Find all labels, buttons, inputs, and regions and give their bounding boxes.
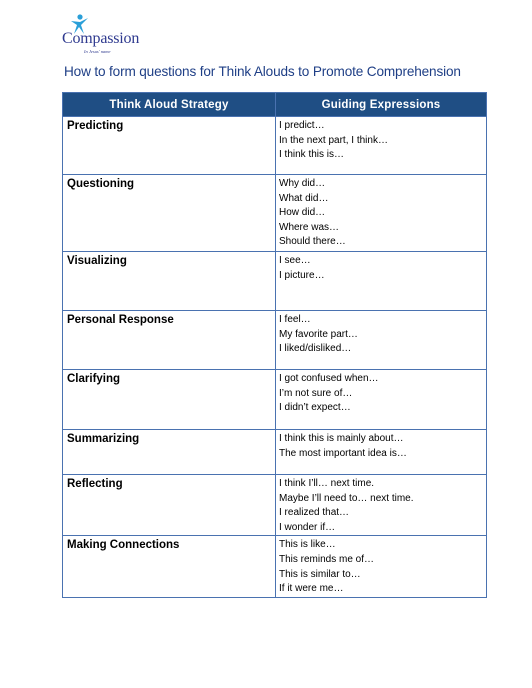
expression-line: This is similar to… [279,568,361,580]
table-row [63,252,487,311]
expression-line: I think this is… [279,149,345,161]
expressions-cell [276,252,487,311]
expression-line: I didn’t expect… [279,402,351,414]
expression-line: I predict… [279,120,325,131]
strategy-cell: Predicting [63,117,276,175]
expression-line: I got confused when… [279,373,379,384]
expression-line: What did… [279,192,329,204]
expression-line: In the next part, I think… [279,134,388,146]
expression-line: This reminds me of… [279,553,375,565]
page-title: How to form questions for Think Alouds to Promote Comprehension [64,64,461,79]
expression-line: I’m not sure of… [279,387,353,399]
expression-line: Should there… [279,236,346,248]
strategy-cell: Questioning [63,175,276,252]
table-row [63,536,487,597]
table-row [63,117,487,175]
table-row [63,311,487,370]
header-expressions: Guiding Expressions [276,93,487,117]
table-row [63,475,487,536]
expression-line: I see… [279,255,311,266]
expression-line: Why did… [279,178,326,189]
expression-line: Where was… [279,221,340,233]
table-row [63,430,487,475]
compassion-logo [62,14,152,54]
expressions-cell [276,475,487,536]
strategy-table [62,92,487,598]
strategy-cell: Summarizing [63,430,276,475]
expressions-cell [276,117,487,175]
expression-line: I think I’ll… next time. [279,478,375,489]
table-row [63,370,487,430]
expression-line: I realized that… [279,507,350,519]
table-row [63,175,487,252]
expressions-cell [276,430,487,475]
strategy-cell: Making Connections [63,536,276,597]
expression-line: The most important idea is… [279,447,407,459]
strategy-cell: Clarifying [63,370,276,430]
expression-line: I think this is mainly about… [279,433,404,444]
expression-line: I feel… [279,314,311,325]
expression-line: If it were me… [279,583,344,595]
logo-wordmark: Compassion [62,30,140,47]
table-header-row [63,93,487,117]
expression-line: How did… [279,207,326,219]
expressions-cell [276,175,487,252]
strategy-cell: Reflecting [63,475,276,536]
strategy-cell: Personal Response [63,311,276,370]
expression-line: This is like… [279,539,336,551]
logo-tagline: In Jesus' name [84,49,111,54]
expression-line: My favorite part… [279,328,358,340]
expressions-cell [276,311,487,370]
expression-line: I picture… [279,269,325,281]
expression-line: I liked/disliked… [279,343,352,355]
expression-line: Maybe I’ll need to… next time. [279,492,414,504]
expression-line: I wonder if… [279,521,336,533]
expressions-cell [276,370,487,430]
header-strategy: Think Aloud Strategy [63,93,276,117]
strategy-cell: Visualizing [63,252,276,311]
expressions-cell [276,536,487,597]
